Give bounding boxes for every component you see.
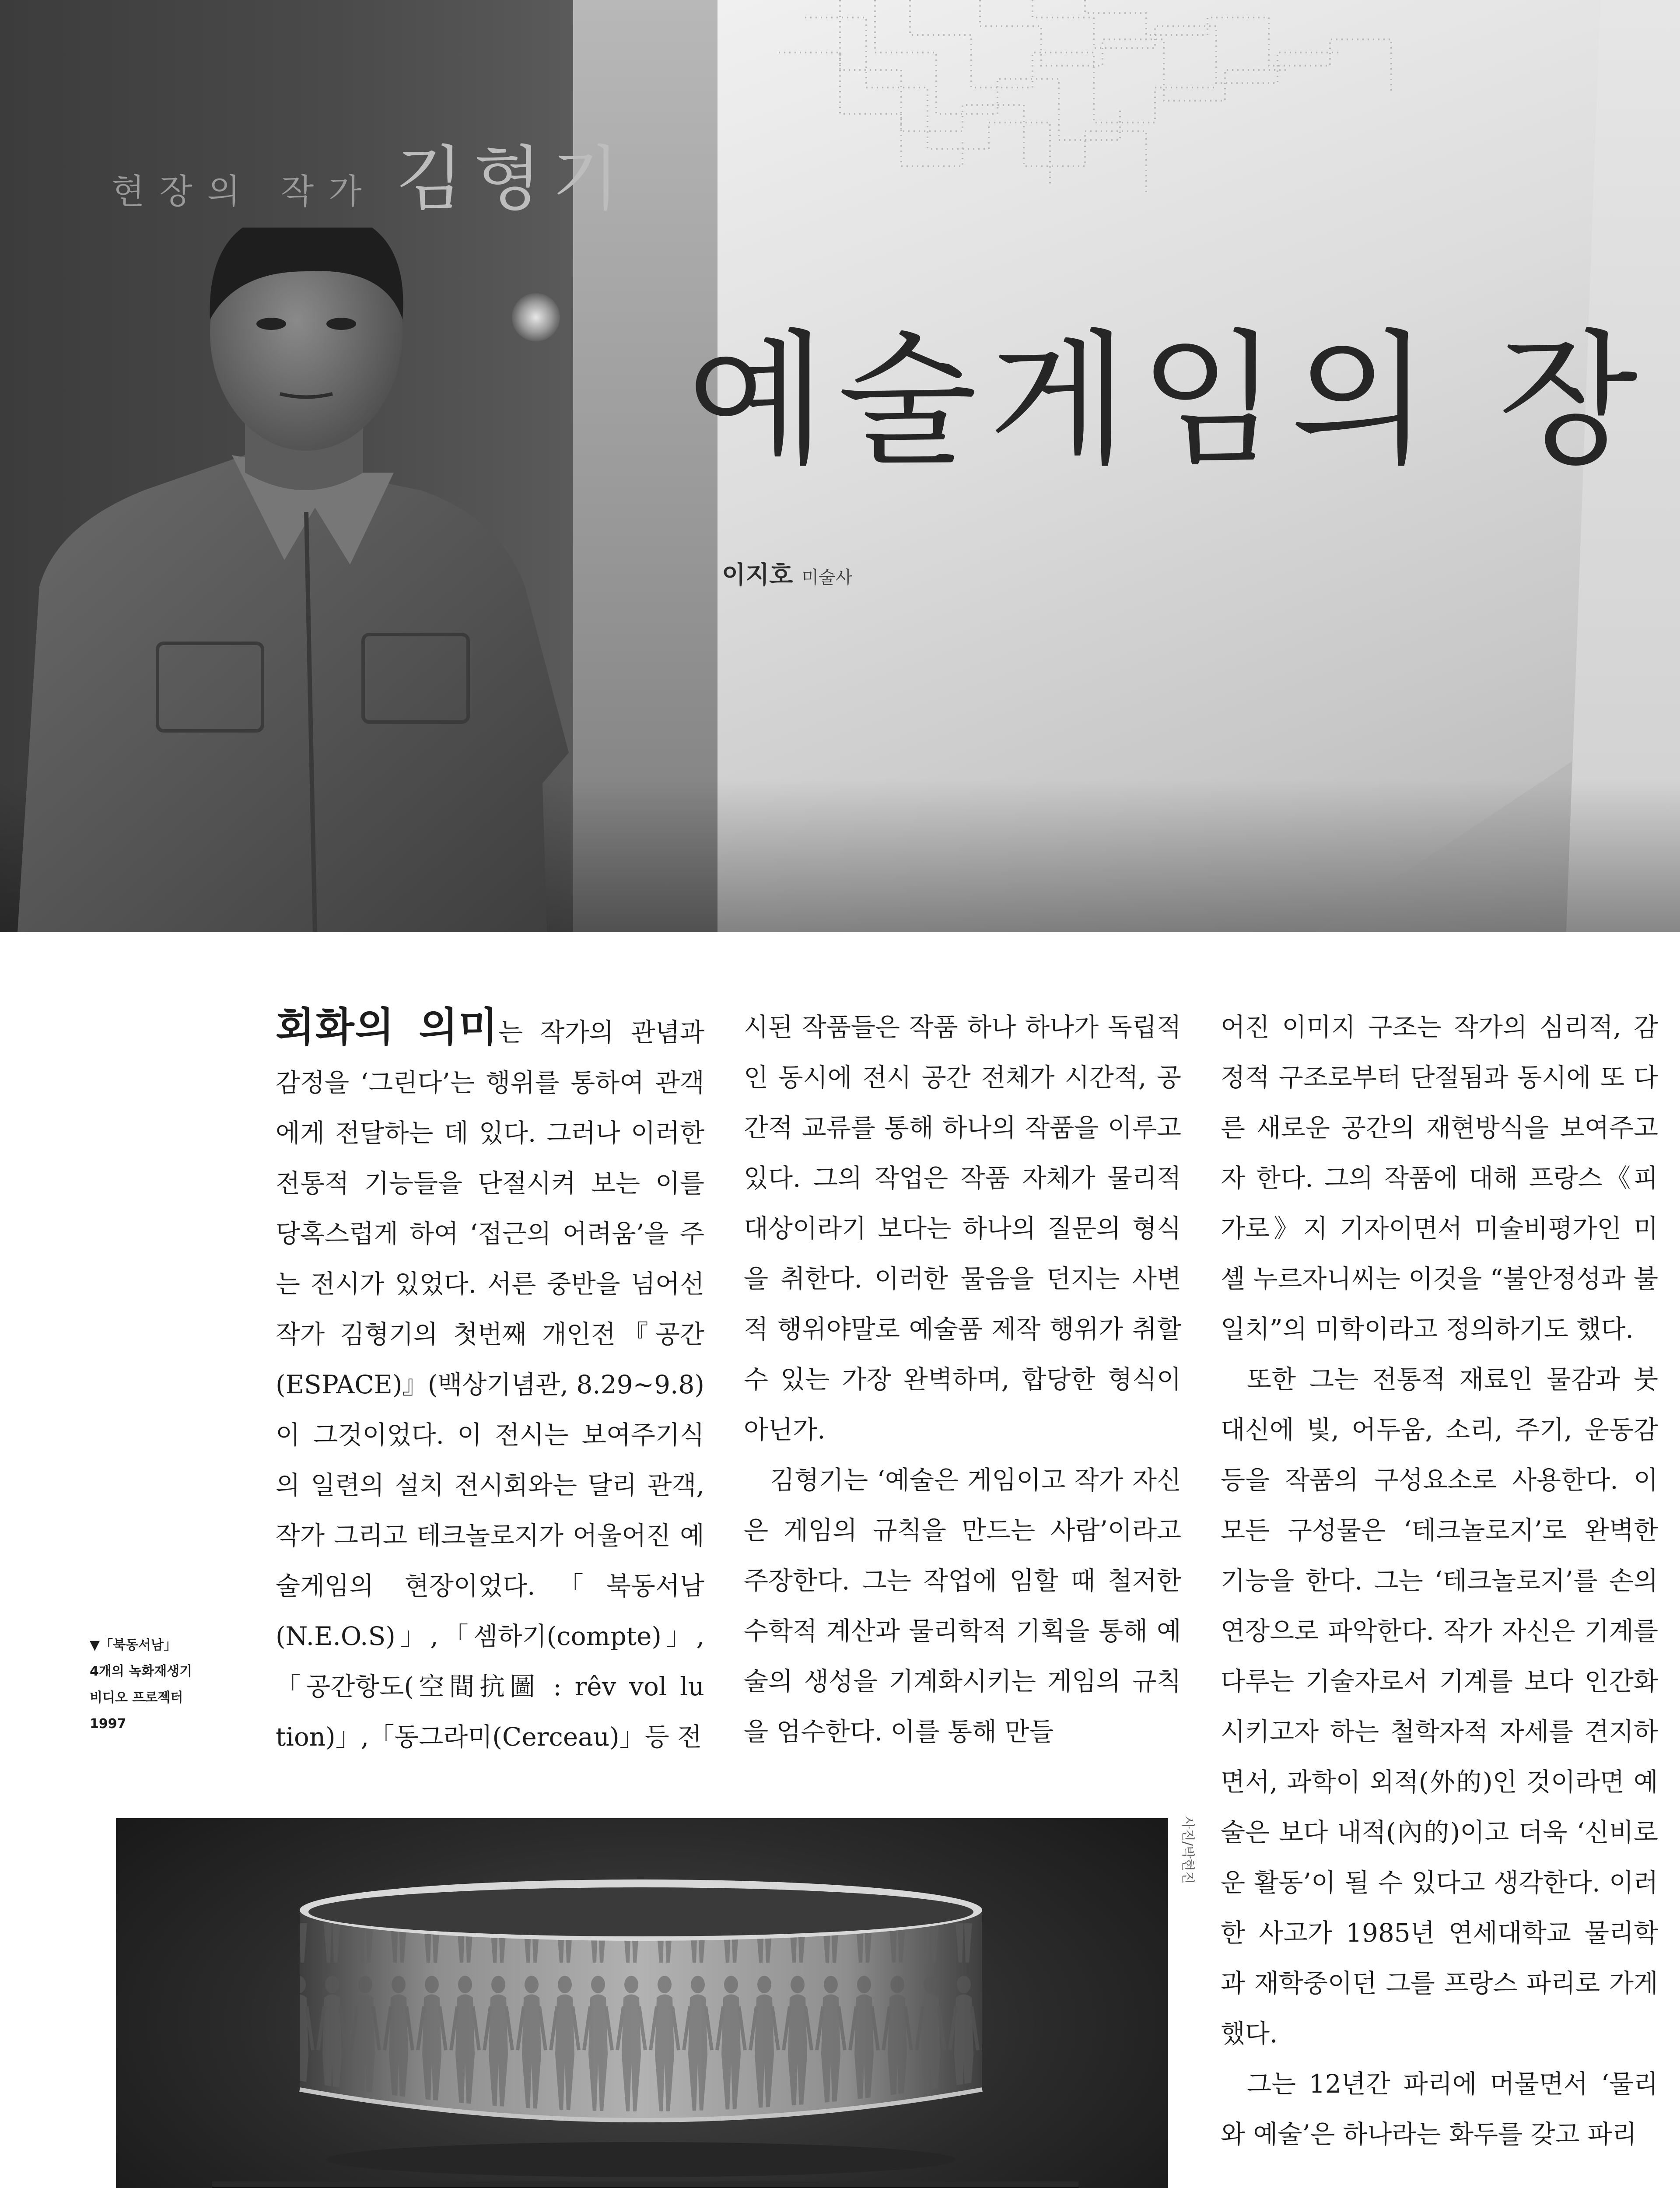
photo-caption [90, 1632, 234, 1737]
cylinder-artwork [116, 1818, 1168, 2188]
author-role: 미술사 [802, 568, 853, 588]
body-text: 는 작가의 관념과 감정을 ‘그린다’는 행위를 통하여 관객에게 전달하는 데 있다. 그러나 이러한 전통적 기능들을 단절시켜 보는 이를 당혹스럽게 하여 ‘접근의 어려움’을 주는 전시가 있었다. 서른 중반을 넘어선 작가 김형기의 첫번째 개인전『공간(ESPACE)』(백상기념관, 8.29~9.8)이 그것이었다. 이 전시는 보여주기식의 일련의 설치 전시회와는 달리 관객, 작가 그리고 테크놀로지가 어울어진 예술게임의 현장이었다.「북동서남(N.E.O.S)」,「셈하기(compte)」,「공간항도(空間抗圖 : rêv vol lu tion)」,「동그라미(Cerceau)」등 전 [276, 1017, 704, 1752]
body-column-1 [276, 1002, 704, 1799]
body-column-2 [744, 1002, 1181, 1799]
byline [722, 556, 852, 591]
author-name: 이지호 [722, 561, 793, 589]
lead-in: 회화의 의미 [276, 1004, 499, 1051]
photo-credit [1181, 1816, 1203, 1917]
caption-line: 비디오 프로젝터 [90, 1690, 183, 1705]
artist-portrait [0, 228, 682, 932]
artist-name: 김형기 [396, 138, 630, 220]
body-paragraph: 김형기는 ‘예술은 게임이고 작가 자신은 게임의 규칙을 만드는 사람’이라고 주장한다. 그는 작업에 임할 때 철저한 수학적 계산과 물리학적 기획을 통해 예술의 생성을 기계화시키는 게임의 규칙을 엄수한다. 이를 통해 만들 [744, 1465, 1181, 1746]
body-paragraph: 그는 12년간 파리에 머물면서 ‘물리와 예술’은 하나라는 화두를 갖고 파리 [1221, 2069, 1658, 2149]
caption-title: ▼「북동서남」 [90, 1637, 177, 1653]
body-paragraph: 시된 작품들은 작품 하나 하나가 독립적인 동시에 전시 공간 전체가 시간적, 공간적 교류를 통해 하나의 작품을 이루고 있다. 그의 작업은 작품 자체가 물리적 대상이라기 보다는 하나의 질문의 형식을 취한다. 이러한 물음을 던지는 사변적 행위야말로 예술품 제작 행위가 취할 수 있는 가장 완벽하며, 합당한 형식이 아닌가. [744, 1012, 1181, 1445]
section-kicker [112, 123, 630, 220]
body-paragraph: 또한 그는 전통적 재료인 물감과 붓 대신에 빛, 어두움, 소리, 주기, 운동감 등을 작품의 구성요소로 사용한다. 이 모든 구성물은 ‘테크놀로지’로 완벽한 기능을 한다. 그는 ‘테크놀로지’를 손의 연장으로 파악한다. 작가 자신은 기계를 다루는 기술자로서 기계를 보다 인간화시키고자 하는 철학자적 자세를 견지하면서, 과학이 외적(外的)인 것이라면 예술은 보다 내적(內的)이고 더욱 ‘신비로운 활동’이 될 수 있다고 생각한다. 이러한 사고가 1985년 연세대학교 물리학과 재학중이던 그를 프랑스 파리로 가게 했다. [1221, 1364, 1658, 2048]
body-paragraph: 어진 이미지 구조는 작가의 심리적, 감정적 구조로부터 단절됨과 동시에 또 다른 새로운 공간의 재현방식을 보여주고자 한다. 그의 작품에 대해 프랑스《피가로》지 기자이면서 미술비평가인 미셸 누르자니씨는 이것을 “불안정성과 불일치”의 미학이라고 정의하기도 했다. [1221, 1012, 1658, 1344]
caption-line: 4개의 녹화재생기 [90, 1664, 192, 1679]
caption-year: 1997 [90, 1716, 126, 1732]
installation-photo [116, 1818, 1168, 2188]
article-title: 예술게임의 장 [687, 316, 1649, 484]
photo-credit-text: 사진/박현진 [1180, 1816, 1195, 1884]
kicker-label: 현장의 작가 [112, 172, 377, 211]
body-column-3 [1221, 1002, 1658, 2188]
